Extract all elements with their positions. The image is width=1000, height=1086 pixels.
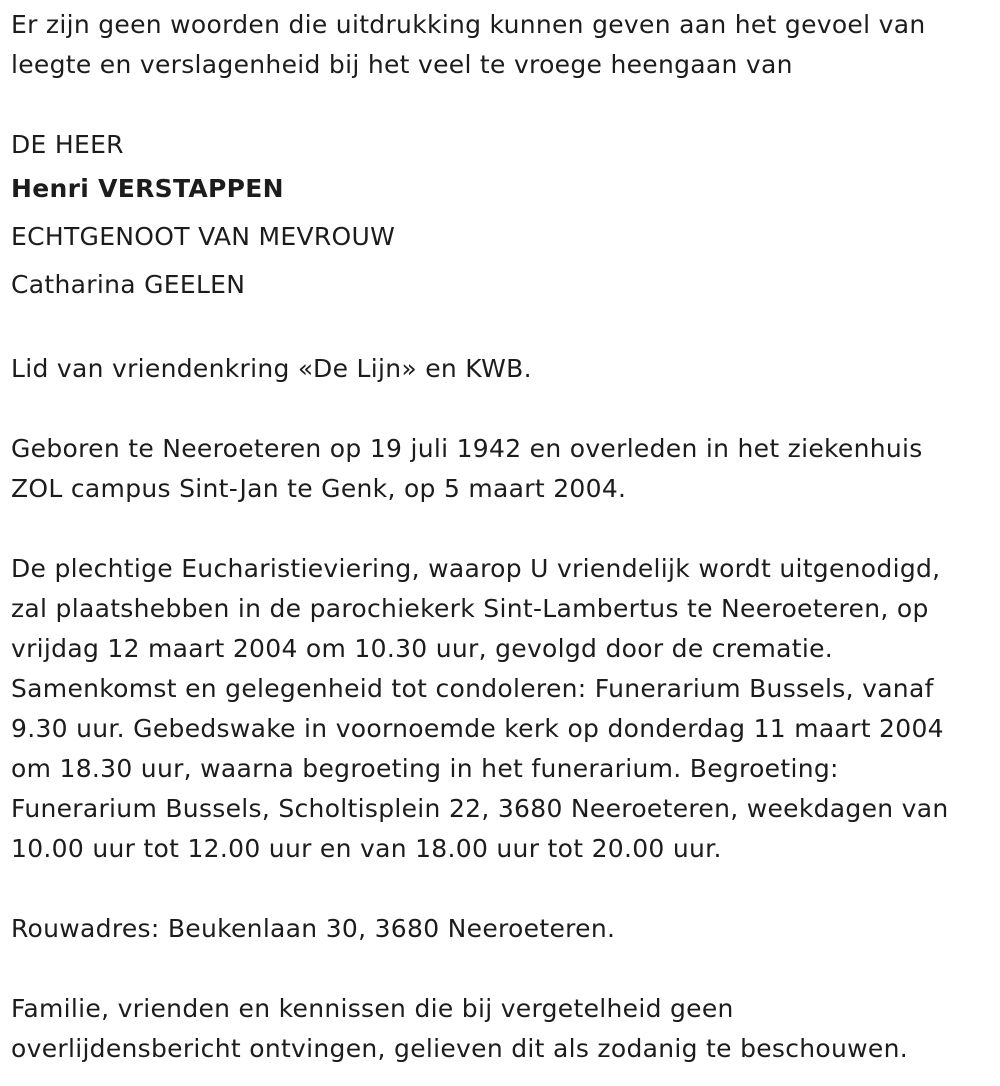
ceremony-line: zal plaatshebben in de parochiekerk Sint-Lambertus te Neeroeteren, op — [11, 594, 929, 623]
closing-line: overlijdensbericht ontvingen, gelieven dit als zodanig te beschouwen. — [11, 1034, 908, 1063]
intro-line: Er zijn geen woorden die uitdrukking kunnen geven aan het gevoel van — [11, 10, 926, 39]
membership-line: Lid van vriendenkring «De Lijn» en KWB. — [11, 354, 532, 383]
ceremony-line: om 18.30 uur, waarna begroeting in het funerarium. Begroeting: — [11, 754, 839, 783]
mourning-address: Rouwadres: Beukenlaan 30, 3680 Neeroeteren. — [11, 914, 616, 943]
deceased-name: Henri VERSTAPPEN — [11, 174, 284, 203]
ceremony-line: vrijdag 12 maart 2004 om 10.30 uur, gevolgd door de crematie. — [11, 634, 834, 663]
relation-label: ECHTGENOOT VAN MEVROUW — [11, 222, 396, 251]
ceremony-line: Samenkomst en gelegenheid tot condoleren: Funerarium Bussels, vanaf — [11, 674, 934, 703]
deceased-name-block — [11, 125, 996, 309]
closing-paragraph — [11, 989, 996, 1069]
ceremony-line: 9.30 uur. Gebedswake in voornoemde kerk op donderdag 11 maart 2004 — [11, 714, 944, 743]
ceremony-line: De plechtige Eucharistieviering, waarop U vriendelijk wordt uitgenodigd, — [11, 554, 941, 583]
ceremony-paragraph — [11, 549, 996, 869]
honorific-title: DE HEER — [11, 130, 124, 159]
intro-line: leegte en verslagenheid bij het veel te vroege heengaan van — [11, 50, 793, 79]
ceremony-line: Funerarium Bussels, Scholtisplein 22, 3680 Neeroeteren, weekdagen van — [11, 794, 949, 823]
birth-death-line: Geboren te Neeroeteren op 19 juli 1942 en overleden in het ziekenhuis — [11, 434, 923, 463]
obituary-notice — [11, 5, 996, 1069]
spouse-name: Catharina GEELEN — [11, 270, 246, 299]
birth-death-paragraph — [11, 429, 996, 509]
address-paragraph — [11, 909, 996, 949]
intro-paragraph — [11, 5, 996, 85]
membership-paragraph — [11, 349, 996, 389]
ceremony-line: 10.00 uur tot 12.00 uur en van 18.00 uur tot 20.00 uur. — [11, 834, 722, 863]
closing-line: Familie, vrienden en kennissen die bij vergetelheid geen — [11, 994, 734, 1023]
birth-death-line: ZOL campus Sint-Jan te Genk, op 5 maart 2004. — [11, 474, 627, 503]
